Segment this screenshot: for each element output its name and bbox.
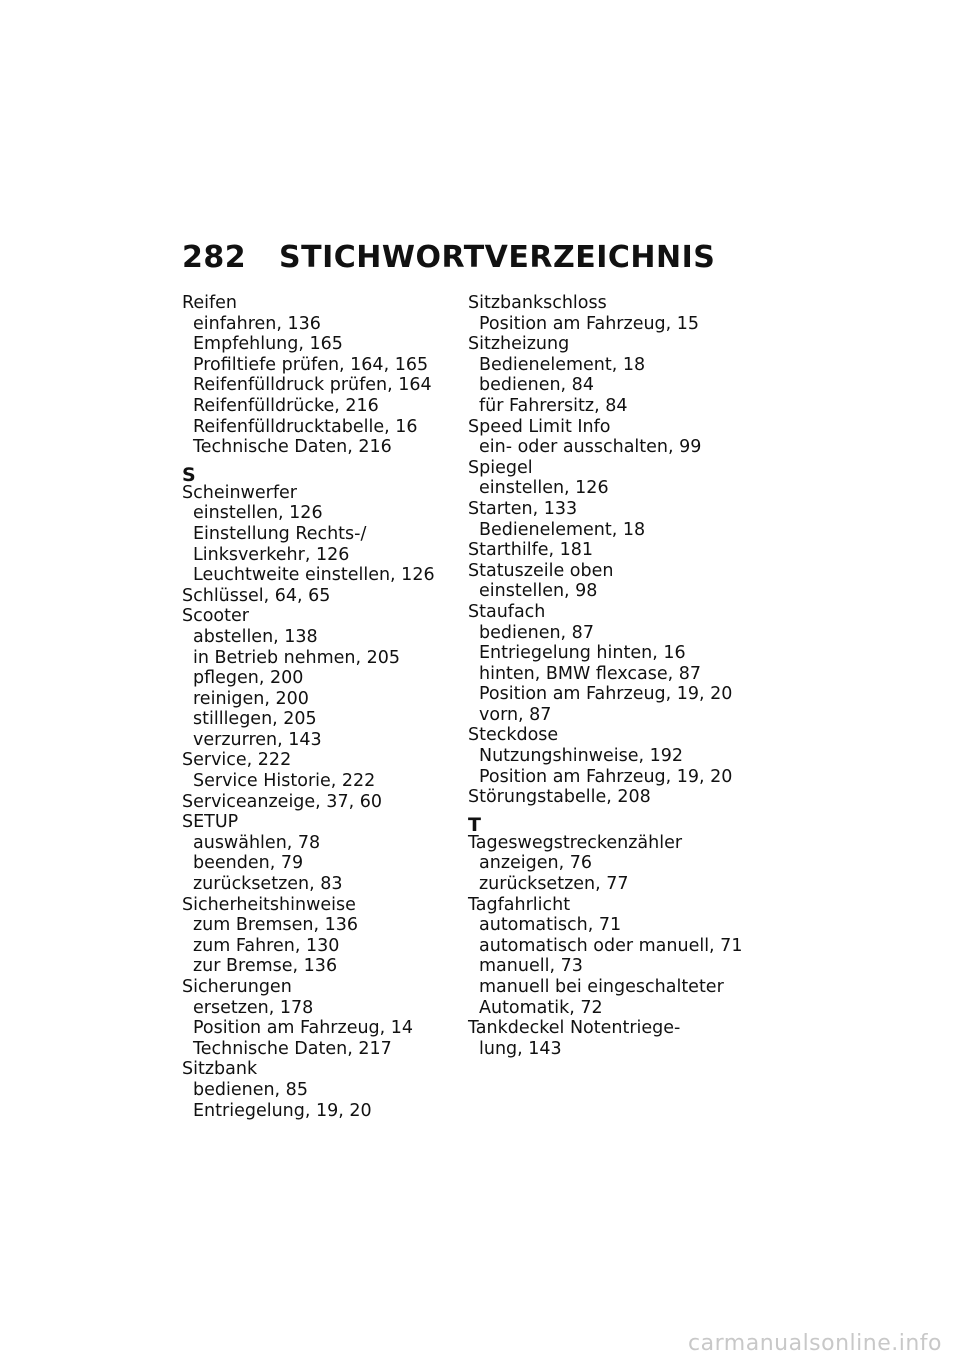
index-subentry: vorn, 87	[479, 704, 552, 725]
index-entry	[182, 977, 454, 1059]
index-subentry: anzeigen, 76	[479, 853, 592, 874]
index-column-right	[468, 293, 758, 1059]
index-subentry: Position am Fahrzeug, 14	[193, 1018, 414, 1039]
index-subentry: Reifenfülldrücke, 216	[193, 395, 379, 416]
index-entry-main: Scheinwerfer	[182, 482, 297, 503]
index-entry	[182, 586, 454, 607]
index-subentry: Service Historie, 222	[193, 771, 376, 792]
index-entry	[468, 787, 758, 808]
index-entry	[182, 792, 454, 813]
index-subentry: Technische Daten, 217	[193, 1038, 392, 1059]
index-entry-main: Störungstabelle, 208	[468, 787, 651, 808]
index-entry	[182, 293, 454, 458]
index-subentry: manuell bei eingeschalteter	[479, 977, 724, 997]
index-entry	[182, 606, 454, 750]
index-entry-main: Sitzbankschloss	[468, 293, 607, 313]
page-title: STICHWORTVERZEICHNIS	[279, 240, 716, 275]
index-subentry: manuell, 73	[479, 956, 583, 977]
index-subentry: Bedienelement, 18	[479, 519, 646, 540]
index-entry-main: Sicherheitshinweise	[182, 894, 356, 915]
index-entry-main: Tankdeckel Notentriege-	[468, 1018, 681, 1039]
index-subentry: automatisch, 71	[479, 915, 622, 936]
index-subentry: Linksverkehr, 126	[193, 544, 350, 565]
index-entry-main: Speed Limit Info	[468, 416, 611, 437]
index-entry-main: Starthilfe, 181	[468, 540, 594, 561]
index-entry-main: Sitzheizung	[468, 334, 570, 355]
index-subentry: Einstellung Rechts-/	[193, 523, 367, 544]
index-subentry: ersetzen, 178	[193, 997, 314, 1018]
index-subentry: einstellen, 126	[193, 503, 323, 524]
index-entry	[182, 812, 454, 894]
index-subentry: ein- oder ausschalten, 99	[479, 437, 702, 458]
index-entry-main: Statuszeile oben	[468, 560, 614, 581]
index-subentry: zum Fahren, 130	[193, 935, 340, 956]
index-subentry: Empfehlung, 165	[193, 334, 343, 355]
index-subentry: zurücksetzen, 77	[479, 874, 629, 895]
watermark: carmanualsonline.info	[688, 1331, 942, 1356]
index-entry-main: Staufach	[468, 601, 546, 622]
index-entry	[468, 293, 758, 334]
index-entry	[468, 499, 758, 540]
index-entry-main: Schlüssel, 64, 65	[182, 585, 331, 606]
index-letter-heading: S	[182, 463, 196, 486]
index-subentry: Bedienelement, 18	[479, 354, 646, 375]
index-subentry: Position am Fahrzeug, 19, 20	[479, 766, 733, 787]
index-entry-main: Tagfahrlicht	[468, 894, 571, 915]
index-subentry: einfahren, 136	[193, 313, 321, 334]
page-header	[182, 240, 715, 275]
index-entry-main: Reifen	[182, 293, 238, 313]
index-subentry: verzurren, 143	[193, 729, 322, 750]
index-column-left	[182, 293, 454, 1121]
index-subentry: Nutzungshinweise, 192	[479, 746, 684, 767]
index-entry	[182, 1059, 454, 1121]
index-subentry: beenden, 79	[193, 853, 304, 874]
index-subentry: abstellen, 138	[193, 626, 318, 647]
index-entry-main: Tageswegstreckenzähler	[468, 832, 683, 853]
index-entry	[182, 895, 454, 977]
index-entry	[468, 561, 758, 602]
index-subentry: bedienen, 85	[193, 1079, 308, 1100]
index-subentry: reinigen, 200	[193, 688, 309, 709]
index-subentry: Leuchtweite einstellen, 126	[193, 565, 435, 586]
index-subentry: hinten, BMW flexcase, 87	[479, 663, 702, 684]
index-subentry: auswählen, 78	[193, 832, 321, 853]
index-entry	[182, 750, 454, 791]
index-subentry: einstellen, 98	[479, 581, 598, 602]
index-subentry: Reifenfülldruck prüfen, 164	[193, 375, 432, 396]
index-entry-main: Scooter	[182, 606, 249, 627]
index-entry	[182, 483, 454, 586]
index-subentry: in Betrieb nehmen, 205	[193, 647, 401, 668]
index-entry-main: Service, 222	[182, 750, 292, 771]
index-subentry: Reifenfülldrucktabelle, 16	[193, 416, 418, 437]
index-entry-main: Sicherungen	[182, 977, 292, 997]
index-subentry: zur Bremse, 136	[193, 956, 338, 977]
index-subentry: zurücksetzen, 83	[193, 874, 343, 895]
index-subentry: bedienen, 87	[479, 622, 594, 643]
index-entry-main: SETUP	[182, 812, 239, 833]
index-subentry: Position am Fahrzeug, 15	[479, 313, 700, 334]
index-entry-main: Steckdose	[468, 725, 559, 746]
index-subentry: zum Bremsen, 136	[193, 915, 359, 936]
index-subentry: Position am Fahrzeug, 19, 20	[479, 684, 733, 705]
index-entry	[468, 334, 758, 416]
index-entry-main: Serviceanzeige, 37, 60	[182, 791, 382, 812]
index-entry	[468, 540, 758, 561]
index-subentry: pflegen, 200	[193, 668, 304, 689]
page-number: 282	[182, 240, 247, 275]
index-subentry: einstellen, 126	[479, 478, 609, 499]
index-entry	[468, 602, 758, 726]
index-subentry: Automatik, 72	[479, 997, 603, 1018]
index-entry-main: Starten, 133	[468, 498, 578, 519]
index-entry	[468, 725, 758, 787]
index-subentry: Technische Daten, 216	[193, 437, 392, 458]
index-entry	[468, 458, 758, 499]
index-entry	[468, 417, 758, 458]
index-subentry: für Fahrersitz, 84	[479, 395, 628, 416]
index-subentry: Entriegelung, 19, 20	[193, 1100, 372, 1121]
index-subentry: Profiltiefe prüfen, 164, 165	[193, 354, 429, 375]
index-entry	[468, 895, 758, 1019]
index-entry-main: Spiegel	[468, 457, 533, 478]
index-letter-heading: T	[468, 813, 481, 836]
index-entry	[468, 1018, 758, 1059]
index-subentry: bedienen, 84	[479, 375, 594, 396]
index-subentry: stilllegen, 205	[193, 709, 317, 730]
index-entry-main: Sitzbank	[182, 1059, 258, 1080]
index-subentry: automatisch oder manuell, 71	[479, 935, 743, 956]
index-subentry: Entriegelung hinten, 16	[479, 643, 686, 664]
index-entry	[468, 833, 758, 895]
index-subentry: lung, 143	[479, 1038, 562, 1059]
